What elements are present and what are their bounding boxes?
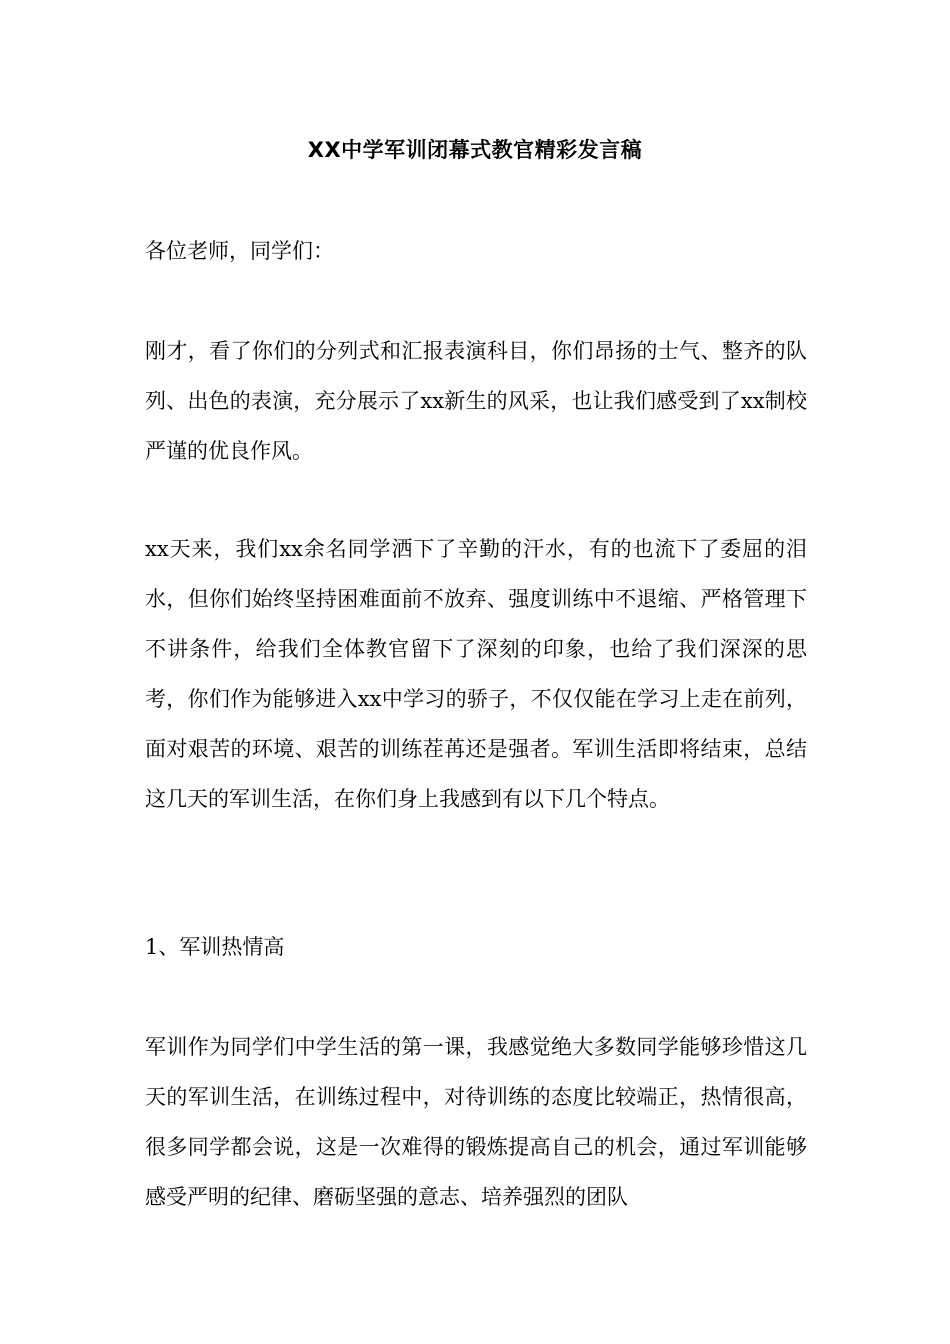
body-paragraph: 刚才，看了你们的分列式和汇报表演科目，你们昂扬的士气、整齐的队列、出色的表演，充分展示了xx新生的风采，也让我们感受到了xx制校严谨的优良作风。 — [145, 339, 807, 463]
document-title: XX中学军训闭幕式教官精彩发言稿 — [307, 138, 643, 162]
body-paragraph: xx天来，我们xx余名同学洒下了辛勤的汗水，有的也流下了委屈的泪水，但你们始终坚持困难面前不放弃、强度训练中不退缩、严格管理下不讲条件，给我们全体教官留下了深刻的印象，也给了我们深深的思考，你们作为能够进入xx中学习的骄子，不仅仅能在学习上走在前列，面对艰苦的环境、艰苦的训练茬苒还是强者。军训生活即将结束，总结这几天的军训生活，在你们身上我感到有以下几个特点。 — [145, 537, 807, 811]
section-paragraph: 军训作为同学们中学生活的第一课，我感觉绝大多数同学能够珍惜这几天的军训生活，在训练过程中，对待训练的态度比较端正，热情很高，很多同学都会说，这是一次难得的锻炼提高自己的机会，通过军训能够感受严明的纪律、磨砺坚强的意志、培养强烈的团队 — [145, 1035, 807, 1209]
section-heading: 1、军训热情高 — [145, 935, 285, 959]
salutation: 各位老师，同学们： — [145, 239, 334, 263]
